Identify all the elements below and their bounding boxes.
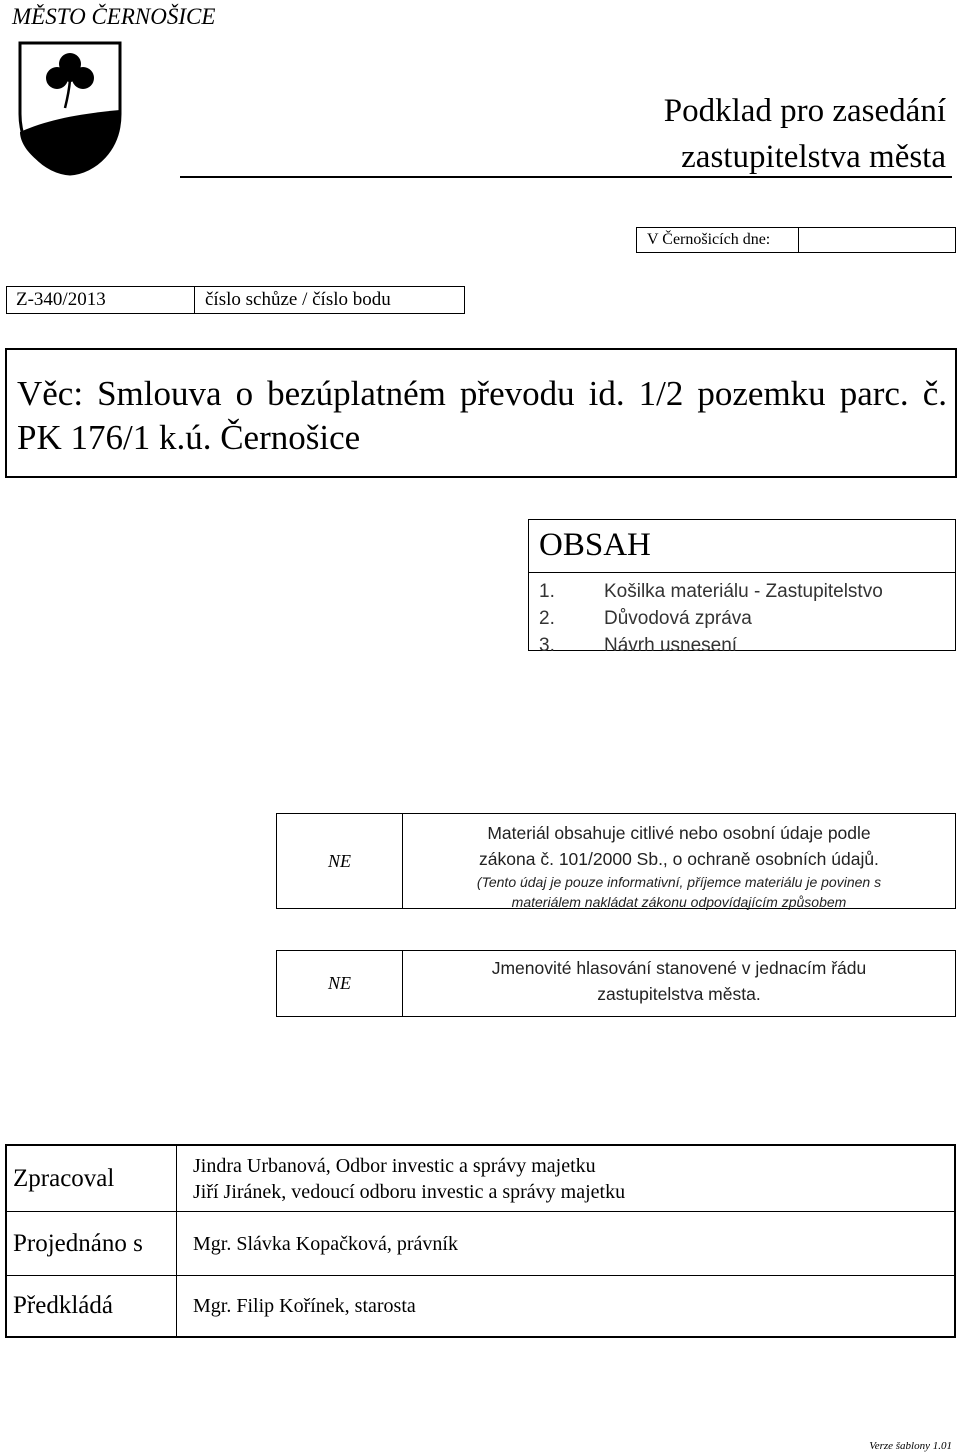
date-label: V Černošicích dne: xyxy=(637,228,799,252)
table-row xyxy=(7,1146,954,1212)
named-vote-flag xyxy=(276,950,956,1017)
contents-heading: OBSAH xyxy=(529,520,955,573)
meeting-number-label: číslo schůze / číslo bodu xyxy=(205,289,391,310)
named-vote-description xyxy=(403,951,955,1016)
submitted-by xyxy=(177,1276,954,1336)
list-item xyxy=(539,632,955,659)
subject-box xyxy=(5,348,957,478)
personal-data-line-2: zákona č. 101/2000 Sb., o ochraně osobních údajů. xyxy=(479,849,879,869)
named-vote-line-2: zastupitelstva města. xyxy=(597,984,761,1004)
title-line-2: zastupitelstva města xyxy=(681,139,946,175)
date-field xyxy=(636,227,956,253)
contents-box xyxy=(528,519,956,656)
discussed-role: Projednáno s xyxy=(7,1212,177,1275)
town-name: MĚSTO ČERNOŠICE xyxy=(12,4,216,29)
item-number: 1. xyxy=(539,581,555,602)
list-item xyxy=(539,605,955,632)
item-label: Návrh usnesení xyxy=(604,635,738,656)
prepared-by xyxy=(177,1146,954,1211)
meeting-code: Z-340/2013 xyxy=(7,287,195,313)
document-title xyxy=(664,88,946,180)
personal-data-description xyxy=(403,814,955,908)
list-item xyxy=(539,578,955,605)
personal-data-note xyxy=(403,872,955,912)
named-vote-line-1: Jmenovité hlasování stanovené v jednacím řádu xyxy=(491,958,867,978)
personal-data-note-line-1: (Tento údaj je pouze informativní, příjemce materiálu je povinen s xyxy=(476,874,882,890)
submits-line-1: Mgr. Filip Kořínek, starosta xyxy=(193,1295,416,1317)
trefoil-crest-icon xyxy=(17,40,123,176)
item-number: 2. xyxy=(539,608,555,629)
named-vote-value: NE xyxy=(277,951,403,1016)
meeting-reference xyxy=(6,286,465,314)
prepared-role: Zpracoval xyxy=(7,1146,177,1211)
signature-table xyxy=(5,1144,956,1338)
personal-data-flag xyxy=(276,813,956,909)
personal-data-line-1: Materiál obsahuje citlivé nebo osobní údaje podle xyxy=(487,823,871,843)
title-line-1: Podklad pro zasedání xyxy=(663,93,946,129)
template-version: Verze šablony 1.01 xyxy=(869,1440,952,1452)
table-row xyxy=(7,1276,954,1336)
item-number: 3. xyxy=(539,635,555,656)
named-vote-text xyxy=(403,951,955,1007)
personal-data-note-line-2: materiálem nakládat zákonu odpovídajícím způsobem xyxy=(511,894,847,910)
discussed-line-1: Mgr. Slávka Kopačková, právník xyxy=(193,1232,458,1255)
personal-data-text xyxy=(403,814,955,872)
item-label: Košilka materiálu - Zastupitelstvo xyxy=(604,581,883,602)
date-value[interactable] xyxy=(799,228,955,252)
discussed-with xyxy=(177,1212,954,1275)
table-row xyxy=(7,1212,954,1276)
item-label: Důvodová zpráva xyxy=(604,608,752,629)
prepared-line-2: Jiří Jiránek, vedoucí odboru investic a správy majetku xyxy=(193,1180,626,1203)
subject-text: Věc: Smlouva o bezúplatném převodu id. 1/2 pozemku parc. č. PK 176/1 k.ú. Černošice xyxy=(17,374,947,457)
prepared-line-1: Jindra Urbanová, Odbor investic a správy majetku xyxy=(193,1154,596,1177)
personal-data-value: NE xyxy=(277,814,403,908)
header-divider xyxy=(180,176,952,178)
contents-list xyxy=(529,573,955,659)
submits-role: Předkládá xyxy=(7,1276,177,1336)
